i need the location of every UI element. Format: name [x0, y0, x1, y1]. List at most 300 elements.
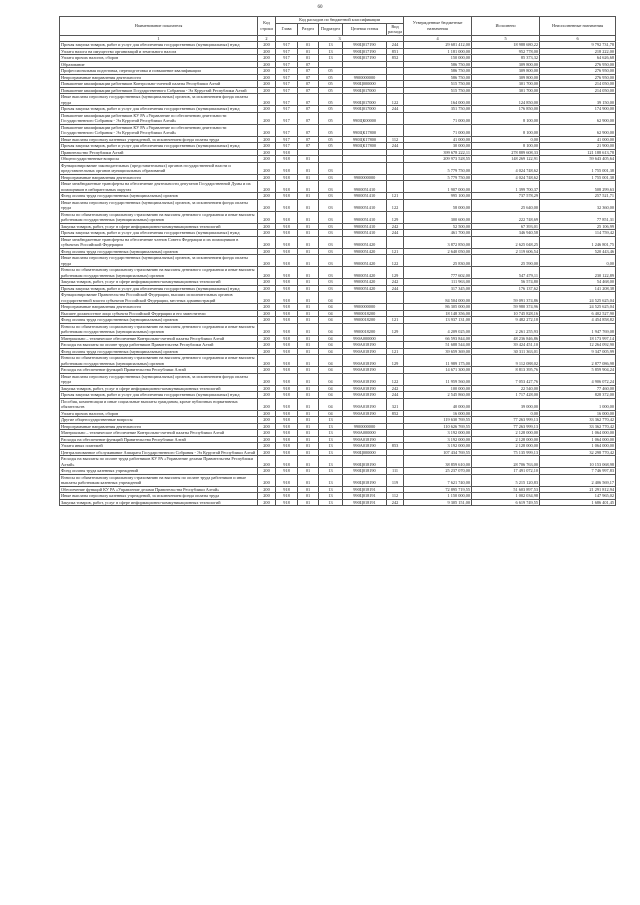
row-executed: 59 980 374,96	[472, 304, 540, 311]
row-approved: 3 192 000,00	[404, 430, 472, 437]
row-unexecuted: 828 372,00	[540, 392, 616, 399]
row-line-code: 200	[258, 174, 276, 181]
row-name: Прочая закупка товаров, работ и услуг для обеспечения государственных (муниципальных) нужд	[60, 143, 258, 150]
row-podrazdel: 05	[319, 87, 343, 94]
table-row	[60, 456, 616, 468]
row-glava: 918	[276, 456, 298, 468]
row-name: Повышение квалификации работников Контрольно-счетной палаты Республики Алтай	[60, 81, 258, 88]
row-approved: 515 750,00	[404, 87, 472, 94]
row-line-code: 200	[258, 410, 276, 417]
table-row	[60, 267, 616, 279]
col-budget-code-header: Код расходов по бюджетной классификации	[276, 17, 404, 24]
row-unexecuted: 276 950,00	[540, 74, 616, 81]
row-podrazdel: 13	[319, 449, 343, 456]
row-target: 990Ц017190	[343, 48, 387, 55]
row-approved: 317 345,00	[404, 285, 472, 292]
row-razdel: 01	[298, 156, 319, 163]
row-glava: 917	[276, 124, 298, 136]
row-executed: 4 024 748,62	[472, 174, 540, 181]
row-approved: 5 779 750,00	[404, 162, 472, 174]
row-vid: 111	[387, 468, 404, 475]
row-executed: 18 988 680,22	[472, 42, 540, 49]
row-name: Повышение квалификации работников КУ РА «Управление по обеспечению деятельности Государственного Собрания - Эл Курултай Республики Алтай»	[60, 112, 258, 124]
row-executed: 222 748,69	[472, 211, 540, 223]
row-target: 990А000000	[343, 430, 387, 437]
row-line-code: 200	[258, 42, 276, 49]
row-podrazdel: 13	[319, 55, 343, 62]
row-glava: 918	[276, 149, 298, 156]
row-unexecuted: 24 525 625,04	[540, 292, 616, 304]
row-unexecuted: 25 106,99	[540, 223, 616, 230]
row-razdel: 01	[298, 486, 319, 493]
row-executed: 124 850,00	[472, 94, 540, 106]
row-executed: 5 215 120,83	[472, 474, 540, 486]
row-line-code: 200	[258, 211, 276, 223]
row-line-code: 200	[258, 124, 276, 136]
row-razdel: 07	[298, 61, 319, 68]
row-unexecuted: 508 299,63	[540, 181, 616, 193]
row-approved: 29 681 412,00	[404, 42, 472, 49]
row-razdel: 01	[298, 423, 319, 430]
row-razdel: 07	[298, 68, 319, 75]
row-podrazdel: 03	[319, 267, 343, 279]
row-razdel: 01	[298, 48, 319, 55]
row-executed: 309 800,00	[472, 61, 540, 68]
row-target: 9900051410	[343, 199, 387, 211]
row-unexecuted: 16 000,00	[540, 410, 616, 417]
row-razdel: 01	[298, 267, 319, 279]
row-unexecuted: 276 950,00	[540, 61, 616, 68]
row-approved: 1 150 000,00	[404, 493, 472, 500]
row-target: 990А018190	[343, 436, 387, 443]
row-glava: 918	[276, 223, 298, 230]
row-line-code: 200	[258, 417, 276, 424]
row-glava: 918	[276, 248, 298, 255]
row-razdel: 01	[298, 342, 319, 349]
row-podrazdel: 03	[319, 248, 343, 255]
row-line-code: 200	[258, 430, 276, 437]
row-glava: 918	[276, 255, 298, 267]
row-unexecuted: 24 525 625,04	[540, 304, 616, 311]
row-podrazdel: 04	[319, 323, 343, 335]
row-glava: 917	[276, 94, 298, 106]
row-line-code: 200	[258, 136, 276, 143]
row-vid: 244	[387, 230, 404, 237]
row-vid	[387, 162, 404, 174]
row-podrazdel: 04	[319, 410, 343, 417]
row-target: 990Ц018191	[343, 486, 387, 493]
row-vid: 244	[387, 392, 404, 399]
row-podrazdel: 13	[319, 430, 343, 437]
row-podrazdel: 13	[319, 48, 343, 55]
row-target	[343, 162, 387, 174]
row-podrazdel: 03	[319, 174, 343, 181]
row-vid: 122	[387, 255, 404, 267]
row-razdel: 01	[298, 417, 319, 424]
row-name: Правительство Республики Алтай	[60, 149, 258, 156]
row-line-code: 200	[258, 193, 276, 200]
row-target: 990А018190	[343, 367, 387, 374]
row-vid	[387, 292, 404, 304]
row-unexecuted: 2 877 086,98	[540, 355, 616, 367]
row-name: Материально – техническое обеспечение Контрольно-счетной палаты Республики Алтай	[60, 335, 258, 342]
row-razdel: 07	[298, 136, 319, 143]
row-razdel: 01	[298, 162, 319, 174]
row-name: Функционирование законодательных (представительных) органов государственной власти и представительных органов муниципальных образований	[60, 162, 258, 174]
col-vid-header: Вид расхода	[388, 23, 403, 34]
col-razdel-header: Раздел	[298, 23, 319, 35]
row-line-code: 200	[258, 61, 276, 68]
row-target: 9900051420	[343, 267, 387, 279]
row-target: 9900000000	[343, 174, 387, 181]
row-target: 9900000000	[343, 74, 387, 81]
col-number: 1	[60, 35, 258, 42]
row-podrazdel: 03	[319, 230, 343, 237]
row-unexecuted: 62 900,00	[540, 112, 616, 124]
table-row	[60, 499, 616, 506]
col-line-code-header: Код строки	[258, 17, 276, 36]
row-name: Расходы на обеспечение функций Правительства Республики Алтай	[60, 367, 258, 374]
row-target: 9900018200	[343, 323, 387, 335]
row-razdel: 01	[298, 174, 319, 181]
row-approved: 586 750,00	[404, 61, 472, 68]
row-razdel: 01	[298, 373, 319, 385]
row-razdel: 01	[298, 355, 319, 367]
row-glava: 918	[276, 310, 298, 317]
row-approved: 86 305 000,00	[404, 304, 472, 311]
row-approved: 461 700,00	[404, 230, 472, 237]
row-approved: 3 872 850,00	[404, 236, 472, 248]
row-executed: 8 100,00	[472, 143, 540, 150]
row-name: Высшее должностное лицо субъекта Российской Федерации и его заместители	[60, 310, 258, 317]
row-glava: 918	[276, 199, 298, 211]
row-name: Общегосударственные вопросы	[60, 156, 258, 163]
row-razdel: 07	[298, 87, 319, 94]
row-line-code: 200	[258, 285, 276, 292]
row-unexecuted: 7 746 997,83	[540, 468, 616, 475]
row-unexecuted: 54 468,00	[540, 279, 616, 286]
row-target: 990А018190	[343, 392, 387, 399]
row-razdel: 01	[298, 430, 319, 437]
row-unexecuted: 1 064 000,00	[540, 430, 616, 437]
row-approved: 2 545 860,00	[404, 392, 472, 399]
col-target-header: Целевая статья	[343, 23, 387, 35]
row-razdel: 07	[298, 124, 319, 136]
row-target: 990ЦК00000	[343, 112, 387, 124]
row-name: Расходы на выплаты по оплате труда работников Правительства Республики Алтай	[60, 342, 258, 349]
row-unexecuted: 4 906 072,24	[540, 373, 616, 385]
row-target: 990Ц017000	[343, 94, 387, 106]
row-razdel: 01	[298, 230, 319, 237]
row-target: 9900000000	[343, 304, 387, 311]
row-name: Взносы по обязательному социальному страхованию на выплаты денежного содержания и иные выплаты работникам государственных (муниципальных) органов	[60, 211, 258, 223]
row-name: Повышение квалификации работников КУ РА «Управление по обеспечению деятельности Государственного Собрания - Эл Курултай Республики Алтай»	[60, 124, 258, 136]
table-body	[60, 42, 616, 506]
row-executed: 346 940,58	[472, 230, 540, 237]
row-executed: 22 540,00	[472, 385, 540, 392]
row-unexecuted: 33 362 770,42	[540, 417, 616, 424]
row-name: Расходы на обеспечение функций Правительства Республики Алтай	[60, 436, 258, 443]
row-glava: 918	[276, 342, 298, 349]
row-glava: 918	[276, 367, 298, 374]
row-name: Иные выплаты персоналу казенных учреждений, за исключением фонда оплаты труда	[60, 493, 258, 500]
row-approved: 84 504 000,00	[404, 292, 472, 304]
row-podrazdel: 04	[319, 310, 343, 317]
row-approved: 777 602,00	[404, 267, 472, 279]
row-razdel: 01	[298, 323, 319, 335]
row-line-code: 200	[258, 199, 276, 211]
row-podrazdel: 04	[319, 385, 343, 392]
row-target: 9900051410	[343, 223, 387, 230]
row-target: 9900051410	[343, 193, 387, 200]
row-vid: 112	[387, 493, 404, 500]
row-target: 990А000000	[343, 335, 387, 342]
row-glava: 918	[276, 156, 298, 163]
row-approved: 399 678 222,11	[404, 149, 472, 156]
row-target: 990Ц000000	[343, 449, 387, 456]
row-razdel: 01	[298, 385, 319, 392]
row-approved: 150 000,00	[404, 55, 472, 62]
col-approved-header: Утвержденные бюджетные назначения	[404, 17, 472, 36]
row-unexecuted: 1 064 000,00	[540, 443, 616, 450]
row-razdel: 07	[298, 106, 319, 113]
row-razdel: 01	[298, 42, 319, 49]
row-podrazdel: 13	[319, 42, 343, 49]
row-vid: 122	[387, 94, 404, 106]
row-executed: 17 491 072,10	[472, 468, 540, 475]
row-podrazdel: 04	[319, 398, 343, 410]
row-podrazdel: 04	[319, 335, 343, 342]
row-vid: 242	[387, 223, 404, 230]
table-row	[60, 236, 616, 248]
row-executed: 56 574,80	[472, 279, 540, 286]
row-razdel: 07	[298, 112, 319, 124]
row-name: Иные выплаты персоналу казенных учреждений, за исключением фонда оплаты труда	[60, 136, 258, 143]
row-glava: 918	[276, 193, 298, 200]
row-unexecuted: 1 064 000,00	[540, 436, 616, 443]
row-glava: 918	[276, 373, 298, 385]
row-podrazdel: 13	[319, 486, 343, 493]
row-name: Иные выплаты персоналу государственных (муниципальных) органов, за исключением фонда оплаты труда	[60, 94, 258, 106]
row-unexecuted: 6 402 527,90	[540, 310, 616, 317]
row-executed: 8 813 395,76	[472, 367, 540, 374]
row-executed: 176 137,62	[472, 285, 540, 292]
row-unexecuted: 41 000,00	[540, 136, 616, 143]
row-name: Иные выплаты персоналу государственных (муниципальных) органов, за исключением фонда оплаты труда	[60, 199, 258, 211]
row-glava: 917	[276, 55, 298, 62]
row-podrazdel: 05	[319, 81, 343, 88]
row-glava: 917	[276, 81, 298, 88]
row-vid	[387, 124, 404, 136]
row-line-code: 200	[258, 367, 276, 374]
col-number: 2	[258, 35, 276, 42]
row-target: 990А018190	[343, 348, 387, 355]
row-name: Пособия, компенсации и иные социальные выплаты гражданам, кроме публичных нормативных обязательств	[60, 398, 258, 410]
col-number: 4	[404, 35, 472, 42]
row-approved: 107 434 769,55	[404, 449, 472, 456]
row-podrazdel: 13	[319, 443, 343, 450]
row-glava: 918	[276, 304, 298, 311]
row-approved: 300 600,00	[404, 211, 472, 223]
row-razdel: 01	[298, 436, 319, 443]
row-podrazdel: 03	[319, 193, 343, 200]
row-target: 990А018190	[343, 355, 387, 367]
row-executed: 85 373,32	[472, 55, 540, 62]
col-number: 3	[276, 35, 404, 42]
row-executed: 547 479,11	[472, 267, 540, 279]
row-razdel: 01	[298, 410, 319, 417]
row-name: Непрограммные направления деятельности	[60, 174, 258, 181]
row-name: Иные межбюджетные трансферты на обеспечение членов Совета Федерации и их помощников в субъектах Российской Федерации	[60, 236, 258, 248]
row-razdel: 01	[298, 449, 319, 456]
row-approved: 9 305 151,00	[404, 499, 472, 506]
row-unexecuted: 214 050,00	[540, 87, 616, 94]
row-unexecuted: 257 521,71	[540, 193, 616, 200]
row-glava: 917	[276, 42, 298, 49]
row-unexecuted: 39 150,00	[540, 94, 616, 106]
row-line-code: 200	[258, 355, 276, 367]
row-approved: 16 000,00	[404, 410, 472, 417]
row-name: Непрограммные направления деятельности	[60, 423, 258, 430]
row-target: 9900051420	[343, 279, 387, 286]
row-executed: 28 706 763,00	[472, 456, 540, 468]
row-line-code: 200	[258, 499, 276, 506]
row-vid: 129	[387, 323, 404, 335]
row-line-code: 200	[258, 443, 276, 450]
page-number: 60	[317, 5, 323, 10]
row-name: Закупка товаров, работ, услуг в сфере информационно-коммуникационных технологий	[60, 279, 258, 286]
row-target: 990Ц018191	[343, 493, 387, 500]
row-executed: 77 263 999,13	[472, 423, 540, 430]
row-vid: 121	[387, 248, 404, 255]
row-podrazdel: 04	[319, 304, 343, 311]
row-vid: 852	[387, 410, 404, 417]
row-podrazdel: 04	[319, 367, 343, 374]
row-line-code: 200	[258, 81, 276, 88]
row-executed: 6 619 749,55	[472, 499, 540, 506]
row-line-code: 200	[258, 423, 276, 430]
row-target: 990Ц017190	[343, 42, 387, 49]
row-glava: 918	[276, 398, 298, 410]
row-executed: 0,00	[472, 410, 540, 417]
row-executed: 301 700,00	[472, 81, 540, 88]
row-glava: 918	[276, 267, 298, 279]
row-line-code: 200	[258, 398, 276, 410]
row-razdel: 07	[298, 143, 319, 150]
row-name: Расходы на выплаты по оплате труда работников КУ РА «Управление делами Правительства Республики Алтай»	[60, 456, 258, 468]
row-line-code: 200	[258, 112, 276, 124]
row-target: 9900051410	[343, 181, 387, 193]
row-razdel: 01	[298, 310, 319, 317]
row-glava: 918	[276, 348, 298, 355]
row-glava: 918	[276, 449, 298, 456]
row-line-code: 200	[258, 74, 276, 81]
row-approved: 100 000,00	[404, 385, 472, 392]
row-podrazdel: 03	[319, 211, 343, 223]
row-unexecuted: 520 443,46	[540, 248, 616, 255]
row-line-code: 200	[258, 493, 276, 500]
row-approved: 58 000,00	[404, 199, 472, 211]
row-name: Прочая закупка товаров, работ и услуг для обеспечения государственных (муниципальных) нужд	[60, 392, 258, 399]
row-podrazdel: 05	[319, 68, 343, 75]
row-target: 990Ц017000	[343, 106, 387, 113]
row-approved: 11 959 560,00	[404, 373, 472, 385]
row-podrazdel: 13	[319, 423, 343, 430]
row-target: 9900000000	[343, 423, 387, 430]
row-name: Прочая закупка товаров, работ и услуг для обеспечения государственных (муниципальных) нужд	[60, 106, 258, 113]
row-name: Прочая закупка товаров, работ и услуг для обеспечения государственных (муниципальных) нужд	[60, 42, 258, 49]
row-approved: 41 000,00	[404, 136, 472, 143]
row-name: Взносы по обязательному социальному страхованию на выплаты по оплате труда работников и иные выплаты работникам казенных учреждений	[60, 474, 258, 486]
row-approved: 30 000,00	[404, 143, 472, 150]
row-vid: 112	[387, 136, 404, 143]
row-name: Уплата налога на имущество организаций и земельного налога	[60, 48, 258, 55]
row-razdel: 01	[298, 292, 319, 304]
row-executed: 51 603 897,53	[472, 486, 540, 493]
row-executed: 39 424 451,10	[472, 342, 540, 349]
row-razdel: 01	[298, 348, 319, 355]
row-approved: 3 192 000,00	[404, 443, 472, 450]
row-glava: 918	[276, 181, 298, 193]
row-vid	[387, 112, 404, 124]
row-name: Фонд оплаты труда государственных (муниципальных) органов	[60, 248, 258, 255]
table-row	[60, 124, 616, 136]
row-target: 990Ц018191	[343, 499, 387, 506]
row-podrazdel: 03	[319, 162, 343, 174]
table-row	[60, 373, 616, 385]
row-approved: 1 181 000,00	[404, 48, 472, 55]
row-executed: 77 263 999,13	[472, 417, 540, 424]
row-line-code: 200	[258, 248, 276, 255]
row-approved: 586 750,00	[404, 68, 472, 75]
row-executed: 1 399 700,37	[472, 181, 540, 193]
row-razdel: 01	[298, 468, 319, 475]
row-approved: 38 859 610,00	[404, 456, 472, 468]
row-approved: 51 688 544,00	[404, 342, 472, 349]
row-podrazdel: 13	[319, 417, 343, 424]
row-podrazdel: 03	[319, 285, 343, 292]
row-vid	[387, 456, 404, 468]
row-executed: 7 053 427,76	[472, 373, 540, 385]
col-number: 6	[540, 35, 616, 42]
row-executed: 2 128 000,00	[472, 443, 540, 450]
row-line-code: 200	[258, 474, 276, 486]
row-vid: 129	[387, 355, 404, 367]
row-glava: 918	[276, 410, 298, 417]
row-glava: 918	[276, 486, 298, 493]
row-unexecuted: 0,00	[540, 255, 616, 267]
row-unexecuted: 174 900,00	[540, 106, 616, 113]
row-razdel: 01	[298, 236, 319, 248]
row-razdel: 01	[298, 279, 319, 286]
row-razdel: 01	[298, 55, 319, 62]
row-unexecuted: 121 188 613,78	[540, 149, 616, 156]
row-target: 990Ц018190	[343, 456, 387, 468]
row-approved: 5 779 750,00	[404, 174, 472, 181]
row-line-code: 200	[258, 348, 276, 355]
row-glava: 918	[276, 443, 298, 450]
row-executed: 8 100,00	[472, 112, 540, 124]
row-vid: 851	[387, 48, 404, 55]
row-executed: 2 119 606,54	[472, 248, 540, 255]
row-approved: 66 593 844,00	[404, 335, 472, 342]
row-glava: 918	[276, 162, 298, 174]
row-target: 990А018190	[343, 410, 387, 417]
row-glava: 918	[276, 493, 298, 500]
row-glava: 918	[276, 423, 298, 430]
row-line-code: 200	[258, 68, 276, 75]
row-vid: 244	[387, 42, 404, 49]
